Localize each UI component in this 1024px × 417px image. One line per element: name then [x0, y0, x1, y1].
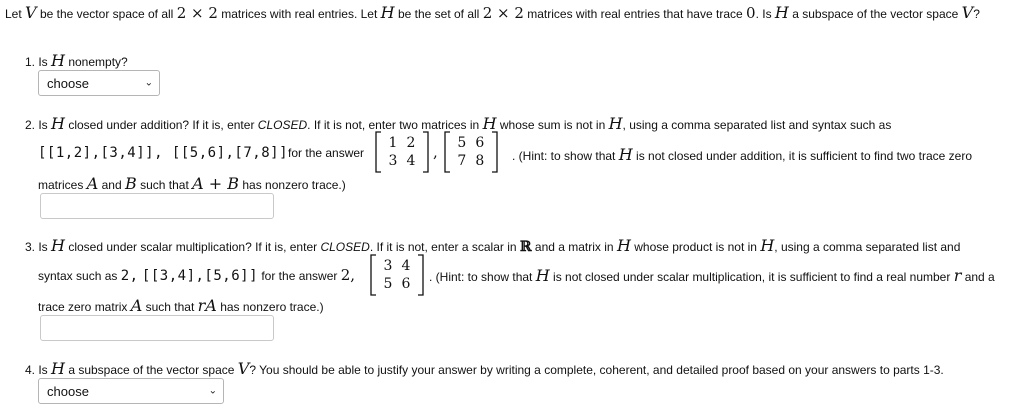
syntax-example: 2,: [120, 268, 139, 284]
math-zero: 0: [746, 4, 756, 22]
question-number: 1. Is: [25, 55, 48, 69]
question-2-line-3: [38, 174, 346, 193]
math-v: V: [25, 3, 37, 22]
q3-answer-input[interactable]: [40, 315, 274, 341]
matrix-entry: 7: [457, 153, 467, 169]
keyword-closed: CLOSED: [320, 240, 370, 254]
question-text: for the answer: [288, 146, 365, 160]
matrix-cells: [453, 134, 489, 170]
question-3-line-2: [38, 266, 355, 284]
comma: ,: [433, 143, 438, 161]
hint-text: has nonzero trace.): [220, 300, 324, 314]
math-h: H: [51, 51, 65, 70]
math-h: H: [760, 236, 775, 255]
math-h: H: [535, 266, 550, 285]
select-value: choose: [47, 383, 89, 399]
question-number: 2. Is: [25, 118, 48, 132]
math-v: V: [961, 3, 974, 22]
hint-text: is not closed under addition, it is sufficient to find two trace zero: [636, 149, 972, 163]
intro-text: be the vector space of all: [39, 7, 174, 21]
hint-text: has nonzero trace.): [242, 178, 346, 192]
matrix-entry: 5: [457, 135, 467, 151]
math-a: A: [130, 296, 143, 315]
matrix-cells: [379, 257, 415, 293]
question-text: for the answer: [261, 269, 338, 283]
question-1: [25, 51, 128, 70]
matrix-entry: 2: [406, 135, 416, 151]
question-text: whose sum is not in: [499, 118, 606, 132]
question-4: [25, 359, 944, 378]
keyword-closed: CLOSED: [257, 118, 308, 132]
question-2-line-2: [38, 145, 364, 161]
chevron-down-icon: ⌄: [144, 77, 153, 89]
hint-text: such that: [140, 178, 189, 192]
math-h: H: [482, 114, 497, 133]
question-text: closed under scalar multiplication? If it is, enter: [68, 240, 318, 254]
question-3-line-1: [25, 236, 960, 255]
hint-text: matrices: [38, 178, 84, 192]
matrix-entry: 4: [401, 258, 411, 274]
question-text: ? You should be able to justify your answer by writing a complete, coherent, and detailed proof based on your answers to parts 1-3.: [249, 363, 944, 377]
question-text: syntax such as: [38, 269, 118, 283]
hint-text: trace zero matrix: [38, 300, 128, 314]
math-sum: A + B: [192, 174, 240, 193]
matrix-entry: 8: [475, 153, 485, 169]
matrix-entry: 4: [406, 153, 416, 169]
question-text: closed under addition? If it is, enter: [68, 118, 255, 132]
math-h: H: [608, 114, 623, 133]
question-number: 3. Is: [25, 240, 48, 254]
question-text: whose product is not in: [634, 240, 757, 254]
question-text: nonempty?: [68, 55, 128, 69]
math-b: B: [124, 174, 137, 193]
math-scalar: 2,: [340, 266, 356, 284]
chevron-down-icon: ⌄: [208, 385, 217, 397]
right-bracket: [417, 254, 424, 296]
matrix-entry: 5: [383, 276, 393, 292]
math-h: H: [51, 114, 65, 133]
math-h: H: [51, 359, 65, 378]
matrix-example-3: [370, 254, 424, 296]
matrix-entry: 6: [401, 276, 411, 292]
intro-text: ?: [973, 7, 980, 21]
question-text: . If it is not, enter a scalar in: [369, 240, 517, 254]
question-3-hint: [429, 266, 995, 285]
matrix-entry: 6: [475, 135, 485, 151]
intro-line: [5, 3, 980, 22]
question-text: . If it is not, enter two matrices in: [307, 118, 480, 132]
math-h: H: [774, 3, 789, 22]
math-r: r: [953, 266, 962, 285]
left-bracket: [444, 131, 451, 173]
intro-text: matrices with real entries that have trace: [527, 7, 743, 21]
matrix-entry: 3: [383, 258, 393, 274]
math-a: A: [86, 174, 99, 193]
question-text: and a matrix in: [534, 240, 614, 254]
syntax-example: [[1,2],[3,4]], [[5,6],[7,8]]: [38, 145, 289, 161]
question-2-hint: [512, 145, 972, 164]
q1-answer-select[interactable]: [38, 70, 160, 96]
select-value: choose: [47, 75, 89, 91]
matrix-entry: 3: [388, 153, 398, 169]
math-h: H: [380, 3, 395, 22]
math-h: H: [51, 236, 65, 255]
q2-answer-input[interactable]: [40, 193, 274, 219]
hint-text: such that: [145, 300, 195, 314]
matrix-example-1: [375, 131, 498, 173]
hint-text: . (Hint: to show that: [429, 270, 533, 284]
q4-answer-select[interactable]: [38, 378, 224, 404]
intro-text: . Is: [755, 7, 772, 21]
intro-text: a subspace of the vector space: [792, 7, 959, 21]
math-size: 2 × 2: [482, 4, 524, 22]
hint-text: and a: [964, 270, 995, 284]
left-bracket: [370, 254, 377, 296]
math-v: V: [237, 359, 250, 378]
question-text: , using a comma separated list and: [774, 240, 961, 254]
right-bracket: [422, 131, 429, 173]
intro-text: matrices with real entries. Let: [221, 7, 378, 21]
math-ra: rA: [197, 296, 217, 315]
right-bracket: [491, 131, 498, 173]
question-text: a subspace of the vector space: [68, 363, 235, 377]
hint-text: is not closed under scalar multiplication, it is sufficient to find a real number: [553, 270, 951, 284]
hint-text: and: [101, 178, 122, 192]
math-size: 2 × 2: [176, 4, 218, 22]
hint-text: . (Hint: to show that: [512, 149, 616, 163]
question-number: 4. Is: [25, 363, 48, 377]
question-text: , using a comma separated list and syntax such as: [622, 118, 892, 132]
intro-text: be the set of all: [397, 7, 480, 21]
math-reals: ℝ: [519, 239, 532, 255]
math-h: H: [618, 145, 633, 164]
matrix-cells: [384, 134, 420, 170]
left-bracket: [375, 131, 382, 173]
matrix-entry: 1: [388, 135, 398, 151]
math-h: H: [616, 236, 631, 255]
intro-text: Let: [5, 7, 22, 21]
syntax-example: [[3,4],[5,6]]: [141, 268, 258, 284]
question-3-line-3: [38, 296, 324, 315]
